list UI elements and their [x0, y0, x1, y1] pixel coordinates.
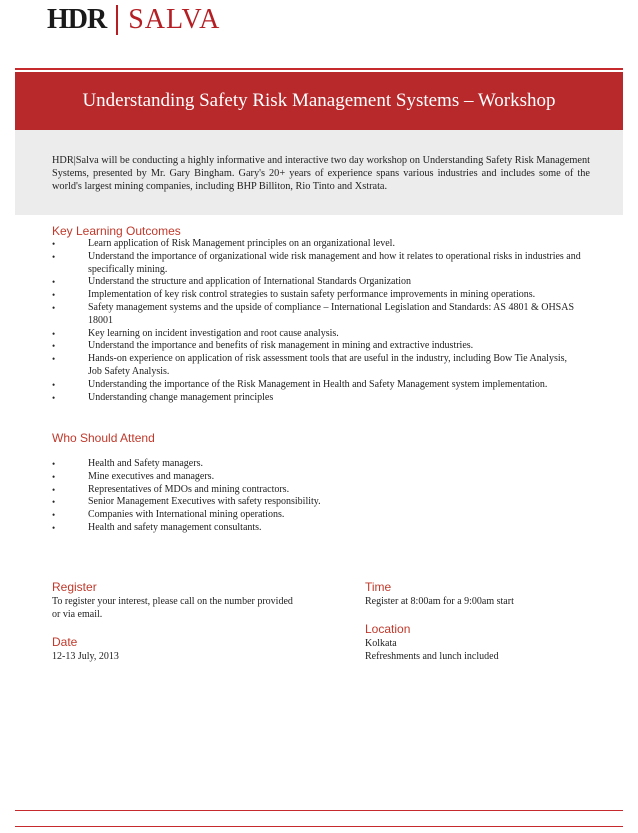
- attend-list: [52, 458, 582, 535]
- outcomes-heading: Key Learning Outcomes: [52, 224, 181, 238]
- list-item: • Safety management systems and the upside of compliance – International Legislation and Standards: AS 4801 & OHSAS 18001: [52, 301, 575, 326]
- register-text: To register your interest, please call on the number provided or via email.: [52, 596, 293, 620]
- list-item: • Understanding the importance of the Risk Management in Health and Safety Management system implementation.: [52, 378, 548, 390]
- time-text: Register at 8:00am for a 9:00am start: [365, 596, 514, 607]
- company-logo: [47, 4, 220, 36]
- bullet-icon: •: [52, 239, 56, 249]
- header-rule: [15, 68, 623, 70]
- list-item: • Mine executives and managers.: [52, 470, 215, 482]
- date-text: 12-13 July, 2013: [52, 651, 119, 662]
- list-item: • Companies with International mining operations.: [52, 509, 285, 521]
- location-note: Refreshments and lunch included: [365, 651, 499, 662]
- list-item: • Learn application of Risk Management principles on an organizational level.: [52, 238, 395, 249]
- bullet-icon: •: [52, 392, 56, 403]
- bullet-icon: •: [52, 251, 56, 262]
- list-item: • Representatives of MDOs and mining contractors.: [52, 483, 290, 495]
- attend-heading: Who Should Attend: [52, 431, 155, 445]
- bullet-icon: •: [52, 354, 56, 365]
- bullet-icon: •: [52, 290, 56, 301]
- footer-rule-top: [15, 810, 623, 811]
- bullet-icon: •: [52, 379, 56, 390]
- list-item: • Hands-on experience on application of risk assessment tools that are useful in the industry, including Bow Tie Analysis, Job Safety Analysis.: [52, 353, 567, 377]
- page-title: Understanding Safety Risk Management Systems – Workshop: [82, 90, 556, 111]
- time-heading: Time: [365, 580, 392, 594]
- bullet-icon: •: [52, 497, 56, 508]
- bullet-icon: •: [52, 277, 56, 288]
- list-item: • Key learning on incident investigation and root cause analysis.: [52, 327, 339, 339]
- location-heading: Location: [365, 622, 411, 636]
- intro-paragraph: HDR|Salva will be conducting a highly informative and interactive two day workshop on Understanding Safety Risk Management Systems, presented by Mr. Gary Bingham. Gary's 20+ years of experience spans various industries and includes some of the world's largest mining companies, including BHP Billiton, Rio Tinto and Xstrata.: [52, 155, 590, 192]
- bullet-icon: •: [52, 302, 56, 313]
- footer-rule-bottom: [15, 826, 623, 827]
- bullet-icon: •: [52, 471, 56, 482]
- bullet-icon: •: [52, 328, 56, 339]
- list-item: • Senior Management Executives with safety responsibility.: [52, 496, 321, 508]
- bullet-icon: •: [52, 522, 56, 533]
- register-heading: Register: [52, 580, 97, 594]
- title-banner: [15, 72, 623, 130]
- bullet-icon: •: [52, 484, 56, 495]
- list-item: • Understanding change management principles: [52, 391, 274, 403]
- logo-salva-text: SALVA: [128, 4, 221, 35]
- logo-divider: [116, 5, 118, 35]
- location-city: Kolkata: [365, 638, 397, 649]
- list-item: • Health and safety management consultants.: [52, 521, 262, 533]
- list-item: • Implementation of key risk control strategies to sustain safety performance improvements in mining operations.: [52, 289, 536, 301]
- bullet-icon: •: [52, 459, 56, 469]
- outcomes-list: [52, 238, 582, 404]
- list-item: • Understand the importance of organizational wide risk management and how it relates to operational risks in industries and specifically mining.: [52, 250, 581, 275]
- bullet-icon: •: [52, 510, 56, 521]
- list-item: • Understand the importance and benefits of risk management in mining and extractive industries.: [52, 340, 474, 352]
- bullet-icon: •: [52, 341, 56, 352]
- list-item: • Understand the structure and application of International Standards Organization: [52, 276, 412, 288]
- logo-hdr-text: HDR: [47, 4, 107, 35]
- list-item: • Health and Safety managers.: [52, 458, 203, 469]
- date-heading: Date: [52, 635, 78, 649]
